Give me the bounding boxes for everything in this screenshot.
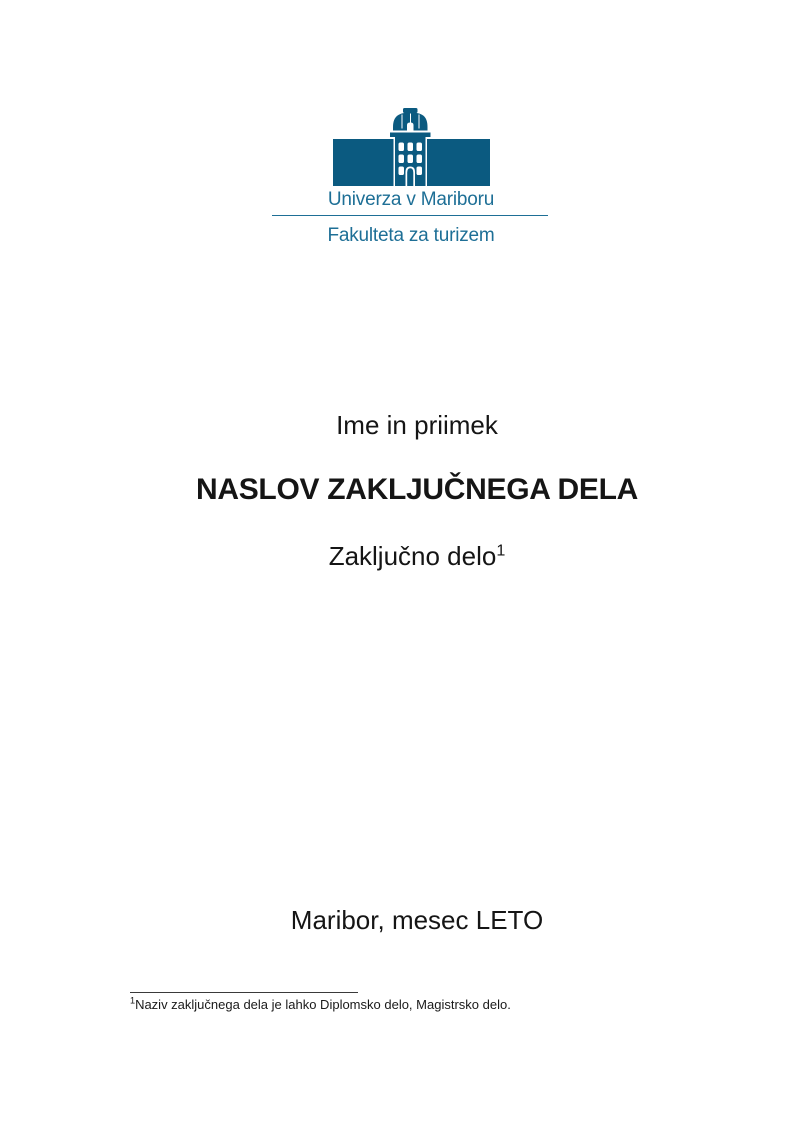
- footnote-reference-mark: 1: [496, 541, 506, 560]
- footnote-ref-mark: 1: [130, 995, 136, 1006]
- thesis-title: NASLOV ZAKLJUČNEGA DELA: [195, 473, 638, 506]
- footnote-separator-line: [130, 992, 358, 993]
- university-building-icon: [333, 108, 490, 186]
- faculty-name: Fakulteta za turizem: [327, 225, 495, 246]
- university-name: Univerza v Mariboru: [327, 189, 495, 210]
- university-logo: [261, 108, 561, 186]
- thesis-type: [97, 541, 737, 571]
- place-date: Maribor, mesec LETO: [290, 905, 544, 935]
- footnote: [130, 996, 550, 1013]
- author-name: Ime in priimek: [336, 410, 498, 440]
- logo-divider-line: [272, 215, 548, 216]
- footnote-text: Naziv zaključnega dela je lahko Diplomsko delo, Magistrsko delo.: [135, 997, 511, 1012]
- thesis-type-label: Zaključno delo: [328, 541, 497, 571]
